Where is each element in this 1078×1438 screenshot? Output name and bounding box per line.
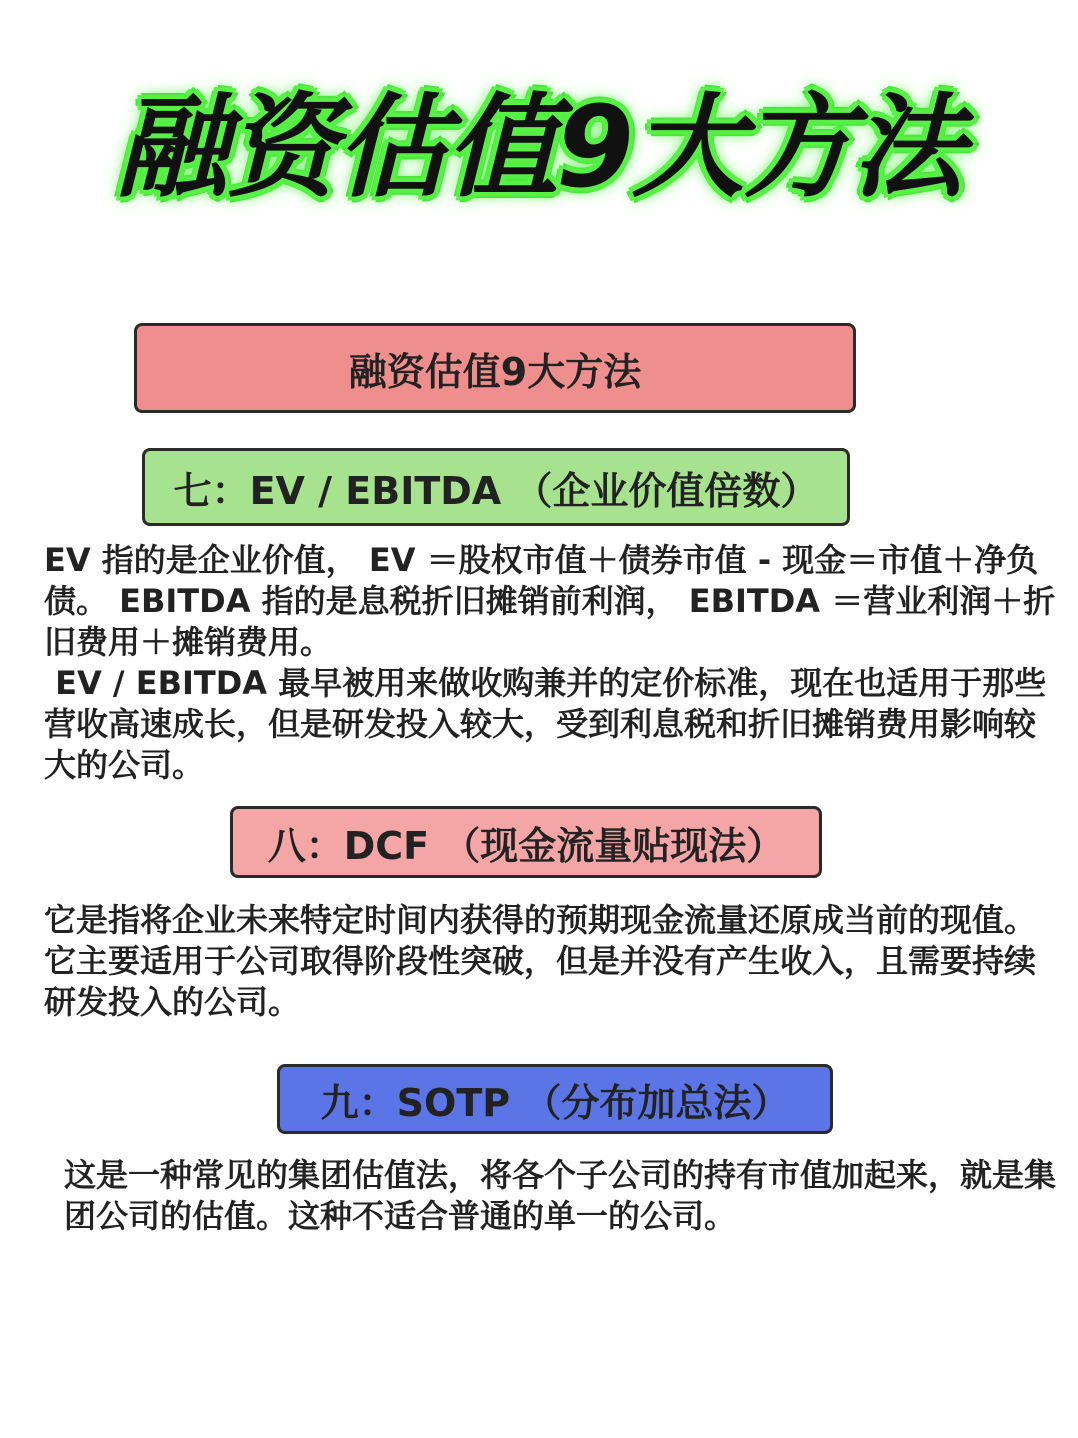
- section-heading-label: 九：SOTP （分布加总法）: [320, 1080, 790, 1125]
- section-body-ev-ebitda: [44, 540, 1064, 786]
- body-paragraph: EV / EBITDA 最早被用来做收购兼并的定价标准，现在也适用于那些营收高速成长，但是研发投入较大，受到利息税和折旧摊销费用影响较大的公司。: [44, 664, 1047, 784]
- body-paragraph: 这是一种常见的集团估值法，将各个子公司的持有市值加起来，就是集团公司的估值。这种不适合普通的单一的公司。: [64, 1156, 1057, 1235]
- section-heading-label: 七：EV / EBITDA （企业价值倍数）: [173, 468, 819, 513]
- main-title-label: 融资估值9大方法: [348, 349, 642, 394]
- page-title: 融资估值9大方法: [116, 83, 962, 213]
- body-paragraph: 它是指将企业未来特定时间内获得的预期现金流量还原成当前的现值。它主要适用于公司取得阶段性突破，但是并没有产生收入，且需要持续研发投入的公司。: [44, 901, 1037, 1021]
- main-title-box: [134, 323, 856, 413]
- section-heading-label: 八：DCF （现金流量贴现法）: [267, 823, 785, 868]
- section-heading-sotp: [277, 1064, 833, 1134]
- section-body-sotp: [64, 1155, 1064, 1237]
- body-paragraph: EV 指的是企业价值， EV ＝股权市值＋债券市值 - 现金＝市值＋净负债。 EBITDA 指的是息税折旧摊销前利润， EBITDA ＝营业利润＋折旧费用＋摊销费用。: [44, 541, 1056, 661]
- section-heading-ev-ebitda: [142, 448, 850, 526]
- section-heading-dcf: [230, 806, 822, 878]
- section-body-dcf: [44, 900, 1044, 1023]
